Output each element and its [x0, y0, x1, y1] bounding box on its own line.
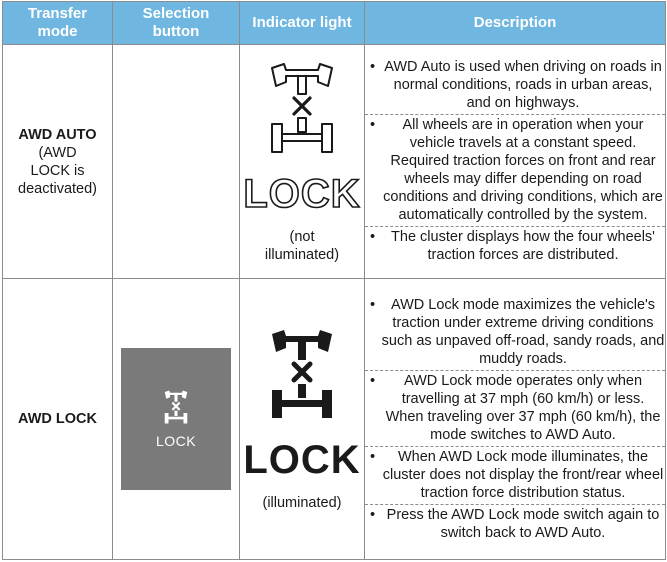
description-bullet: • The cluster displays how the four wheels' traction forces are distributed.	[365, 227, 665, 266]
awd-lock-outline-icon	[262, 60, 342, 172]
description-cell	[365, 45, 666, 279]
mode-cell	[3, 45, 113, 279]
switch-lock-label: LOCK	[155, 433, 197, 449]
header-description: Description	[365, 2, 666, 45]
selection-button-cell-empty	[113, 45, 240, 279]
description-cell	[365, 279, 666, 560]
selection-button-cell	[113, 279, 240, 560]
awd-lock-switch-icon	[161, 389, 191, 431]
description-bullet: • AWD Auto is used when driving on roads in normal conditions, roads in urban areas, and on highways.	[365, 57, 665, 115]
header-indicator-light: Indicator light	[240, 2, 365, 45]
transfer-mode-table	[2, 1, 666, 560]
indicator-caption: (illuminated)	[262, 495, 342, 511]
description-bullet: • All wheels are in operation when your vehicle travels at a constant speed. Required traction forces on front and rear wheels may differ depending on road conditions and driving conditions, which are automatically controlled by the system.	[365, 115, 665, 227]
table-row-awd-lock	[3, 279, 666, 560]
description-bullet: • AWD Lock mode maximizes the vehicle's traction under extreme driving conditions such as unpaved off-road, sandy roads, and muddy roads.	[365, 295, 665, 371]
mode-note: (AWD LOCK is deactivated)	[18, 144, 97, 197]
lock-label: LOCK	[243, 438, 361, 482]
mode-name: AWD AUTO	[18, 126, 97, 143]
header-selection-button: Selection button	[113, 2, 240, 45]
header-transfer-mode: Transfer mode	[3, 2, 113, 45]
mode-name: AWD LOCK	[18, 411, 97, 427]
indicator-caption: (not illuminated)	[264, 228, 340, 263]
indicator-cell	[240, 279, 365, 560]
awd-lock-switch-button[interactable]	[121, 348, 231, 490]
lock-label: LOCK	[243, 171, 361, 216]
description-bullet: • Press the AWD Lock mode switch again to switch back to AWD Auto.	[365, 505, 665, 544]
description-bullet: • AWD Lock mode operates only when travelling at 37 mph (60 km/h) or less. When traveling over 37 mph (60 km/h), the mode switches to AWD Auto.	[365, 371, 665, 447]
table-header-row	[3, 2, 666, 45]
indicator-cell	[240, 45, 365, 279]
mode-cell	[3, 279, 113, 560]
table-row-awd-auto	[3, 45, 666, 279]
description-bullet: • When AWD Lock mode illuminates, the cluster does not display the front/rear wheel traction force distribution status.	[365, 447, 665, 505]
awd-lock-solid-icon	[262, 326, 342, 438]
